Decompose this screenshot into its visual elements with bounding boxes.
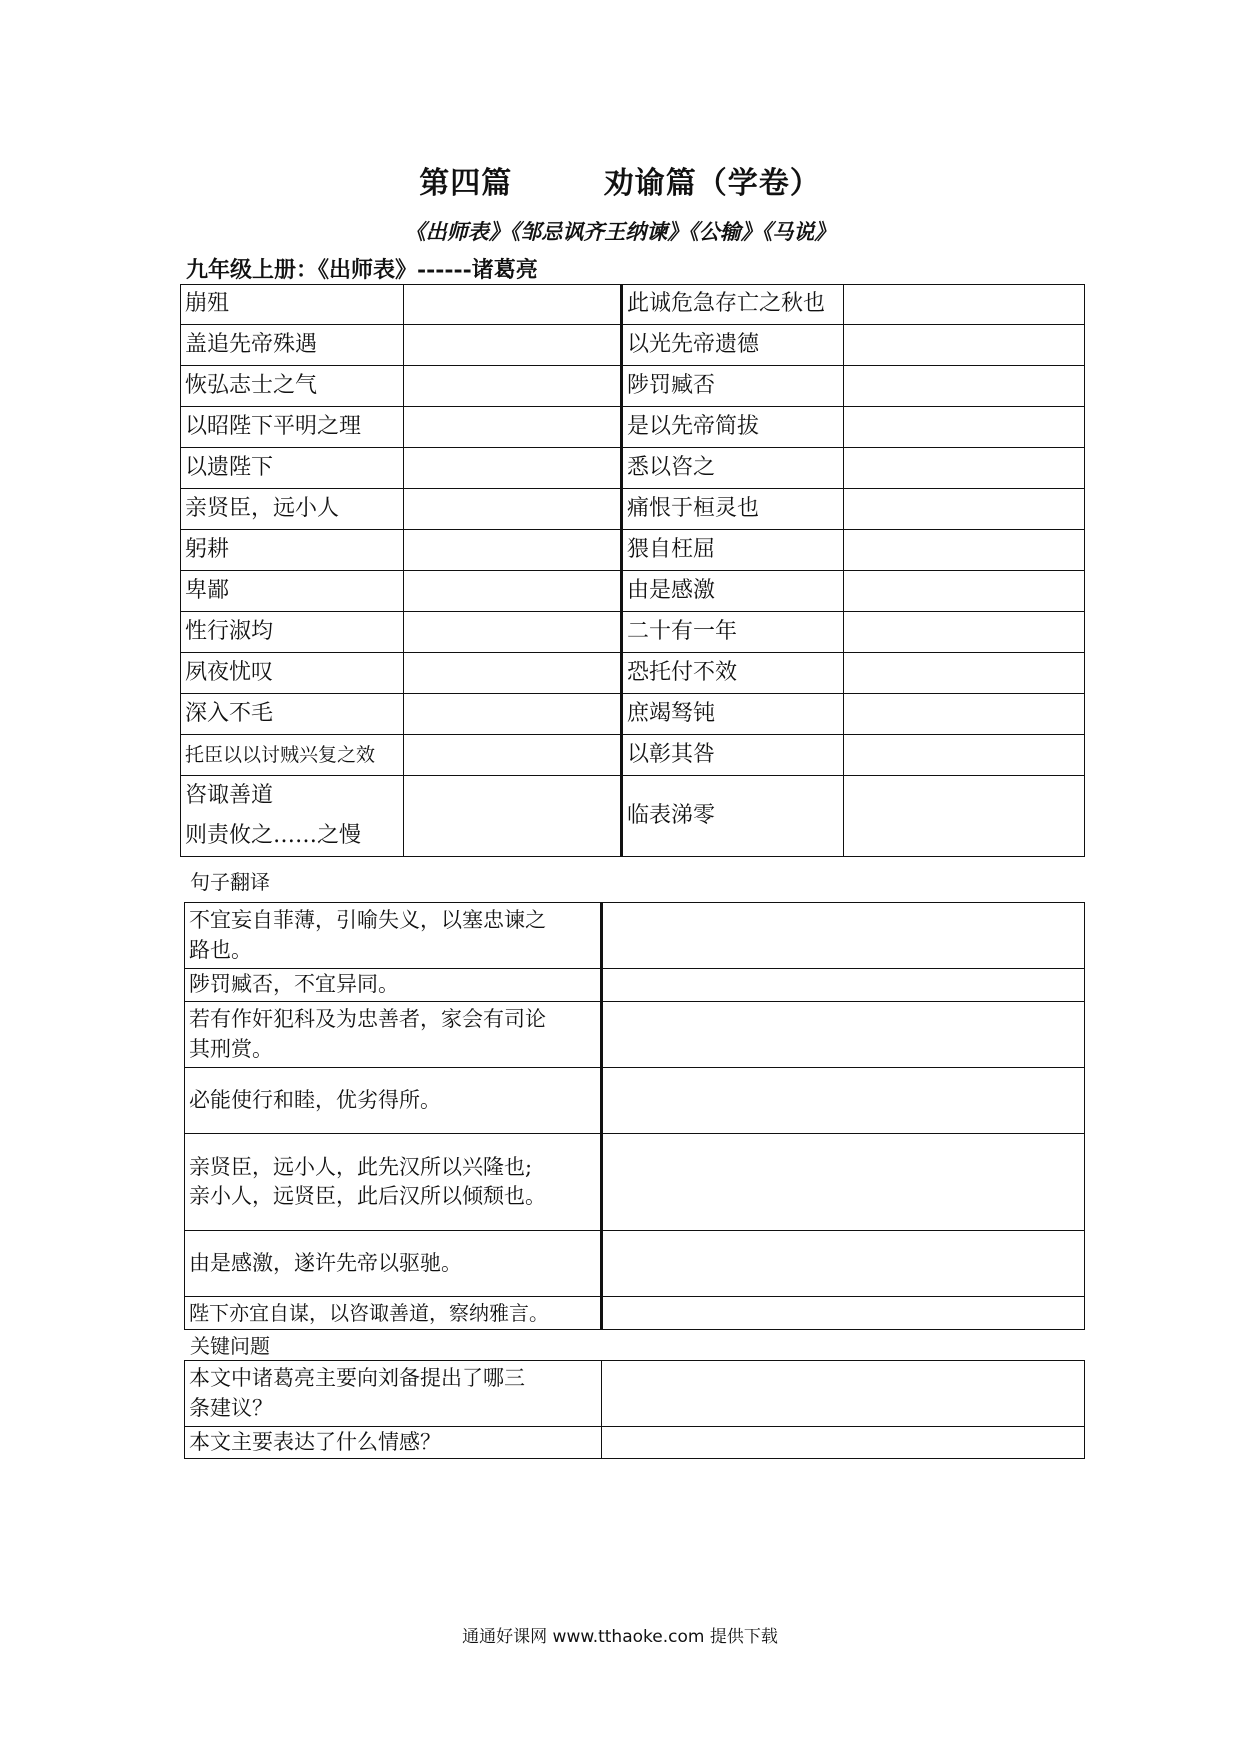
answer-cell[interactable] xyxy=(844,694,1085,735)
vocab-term: 猥自枉屈 xyxy=(622,530,844,571)
footer-text: 通通好课网 www.tthaoke.com 提供下载 xyxy=(462,1627,778,1647)
page-title: 第四篇 劝谕篇（学卷） xyxy=(419,166,821,201)
vocab-term: 由是感激 xyxy=(622,571,844,612)
vocab-term xyxy=(181,776,404,857)
answer-cell[interactable] xyxy=(404,366,622,407)
answer-cell[interactable] xyxy=(404,653,622,694)
answer-cell[interactable] xyxy=(404,285,622,325)
vocab-term: 陟罚臧否 xyxy=(622,366,844,407)
answer-cell[interactable] xyxy=(404,571,622,612)
sentences-label: 句子翻译 xyxy=(190,870,270,894)
answer-cell[interactable] xyxy=(844,530,1085,571)
sentence-line: 陛下亦宜自谋，以咨诹善道，察纳雅言。 xyxy=(189,1301,549,1325)
answer-cell[interactable] xyxy=(404,612,622,653)
answer-cell[interactable] xyxy=(844,407,1085,448)
sentence-line: 亲小人，远贤臣，此后汉所以倾颓也。 xyxy=(189,1184,546,1208)
answer-cell[interactable] xyxy=(844,776,1085,857)
translation-cell[interactable] xyxy=(602,1134,1085,1231)
section-title: 九年级上册：《出师表》------诸葛亮 xyxy=(186,257,538,283)
table-row xyxy=(181,325,1085,366)
translation-cell[interactable] xyxy=(602,969,1085,1002)
answer-cell[interactable] xyxy=(404,448,622,489)
answer-cell[interactable] xyxy=(404,694,622,735)
vocab-term: 躬耕 xyxy=(181,530,404,571)
answer-cell[interactable] xyxy=(844,735,1085,776)
question-line: 本文中诸葛亮主要向刘备提出了哪三 xyxy=(189,1366,525,1391)
sentence-line: 由是感激，遂许先帝以驱驰。 xyxy=(189,1250,462,1275)
vocab-term: 崩殂 xyxy=(181,285,404,325)
vocab-term: 盖追先帝殊遇 xyxy=(181,325,404,366)
answer-cell[interactable] xyxy=(844,325,1085,366)
vocab-term: 以昭陛下平明之理 xyxy=(181,407,404,448)
vocab-term: 恐托付不效 xyxy=(622,653,844,694)
table-row xyxy=(181,612,1085,653)
table-row xyxy=(185,1427,1085,1459)
vocab-table xyxy=(180,284,1085,857)
questions-label: 关键问题 xyxy=(190,1334,270,1358)
vocab-term: 亲贤臣，远小人 xyxy=(181,489,404,530)
table-row xyxy=(185,1297,1085,1330)
sentence-text xyxy=(185,969,602,1002)
sentence-text xyxy=(185,1297,602,1330)
table-row xyxy=(181,571,1085,612)
table-row xyxy=(181,285,1085,325)
answer-cell[interactable] xyxy=(844,571,1085,612)
translation-cell[interactable] xyxy=(602,1068,1085,1134)
vocab-term: 是以先帝简拔 xyxy=(622,407,844,448)
table-row xyxy=(185,1068,1085,1134)
table-row xyxy=(185,969,1085,1002)
sentence-text xyxy=(185,1231,602,1297)
table-row xyxy=(181,776,1085,857)
sentence-line: 其刑赏。 xyxy=(189,1036,273,1061)
sentence-line: 亲贤臣，远小人，此先汉所以兴隆也; xyxy=(189,1154,533,1179)
sentence-line: 陟罚臧否，不宜异同。 xyxy=(189,972,399,997)
vocab-term: 以光先帝遗德 xyxy=(622,325,844,366)
table-row xyxy=(185,1231,1085,1297)
sentence-text xyxy=(185,1134,602,1231)
sentence-line: 必能使行和睦，优劣得所。 xyxy=(189,1087,441,1112)
vocab-term: 二十有一年 xyxy=(622,612,844,653)
translation-cell[interactable] xyxy=(602,903,1085,969)
translation-cell[interactable] xyxy=(602,1002,1085,1068)
sentence-line: 不宜妄自菲薄，引喻失义，以塞忠谏之 xyxy=(189,908,546,933)
table-row xyxy=(181,448,1085,489)
vocab-term: 卑鄙 xyxy=(181,571,404,612)
answer-cell[interactable] xyxy=(844,653,1085,694)
vocab-term: 悉以咨之 xyxy=(622,448,844,489)
vocab-term-line: 咨诹善道 xyxy=(185,783,274,808)
sentence-text xyxy=(185,1002,602,1068)
table-row xyxy=(185,1361,1085,1427)
sentence-text xyxy=(185,903,602,969)
vocab-term: 恢弘志士之气 xyxy=(181,366,404,407)
question-text xyxy=(185,1361,602,1427)
question-line: 本文主要表达了什么情感？ xyxy=(189,1429,441,1454)
table-row xyxy=(181,653,1085,694)
vocab-term: 以彰其咎 xyxy=(622,735,844,776)
vocab-term: 托臣以以讨贼兴复之效 xyxy=(181,735,404,776)
vocab-term: 此诚危急存亡之秋也 xyxy=(622,285,844,325)
answer-cell[interactable] xyxy=(404,530,622,571)
key-questions-table xyxy=(184,1360,1085,1459)
table-row xyxy=(181,407,1085,448)
sentence-line: 路也。 xyxy=(189,937,252,962)
table-row xyxy=(185,1134,1085,1231)
question-line: 条建议？ xyxy=(189,1395,273,1420)
answer-cell[interactable] xyxy=(844,366,1085,407)
table-row xyxy=(181,694,1085,735)
vocab-term: 性行淑均 xyxy=(181,612,404,653)
table-row xyxy=(181,489,1085,530)
sentence-line: 若有作奸犯科及为忠善者，家会有司论 xyxy=(189,1007,546,1032)
question-text xyxy=(185,1427,602,1459)
answer-cell[interactable] xyxy=(404,407,622,448)
translation-cell[interactable] xyxy=(602,1297,1085,1330)
answer-cell[interactable] xyxy=(404,776,622,857)
sentence-translation-table xyxy=(184,902,1085,1330)
vocab-term: 夙夜忧叹 xyxy=(181,653,404,694)
answer-cell[interactable] xyxy=(602,1427,1085,1459)
answer-cell[interactable] xyxy=(404,735,622,776)
answer-cell[interactable] xyxy=(404,325,622,366)
answer-cell[interactable] xyxy=(844,448,1085,489)
answer-cell[interactable] xyxy=(844,489,1085,530)
vocab-term: 临表涕零 xyxy=(622,776,844,857)
answer-cell[interactable] xyxy=(404,489,622,530)
page-subtitle: 《出师表》《邹忌讽齐王纳谏》《公输》《马说》 xyxy=(404,219,836,244)
answer-cell[interactable] xyxy=(844,285,1085,325)
vocab-term: 以遗陛下 xyxy=(181,448,404,489)
table-row xyxy=(185,1002,1085,1068)
table-row xyxy=(181,366,1085,407)
sentence-text xyxy=(185,1068,602,1134)
table-row xyxy=(181,735,1085,776)
answer-cell[interactable] xyxy=(602,1361,1085,1427)
table-row xyxy=(185,903,1085,969)
answer-cell[interactable] xyxy=(844,612,1085,653)
vocab-term: 痛恨于桓灵也 xyxy=(622,489,844,530)
translation-cell[interactable] xyxy=(602,1231,1085,1297)
vocab-term: 庶竭驽钝 xyxy=(622,694,844,735)
table-row xyxy=(181,530,1085,571)
vocab-term-line: 则责攸之……之慢 xyxy=(185,823,362,848)
vocab-term: 深入不毛 xyxy=(181,694,404,735)
